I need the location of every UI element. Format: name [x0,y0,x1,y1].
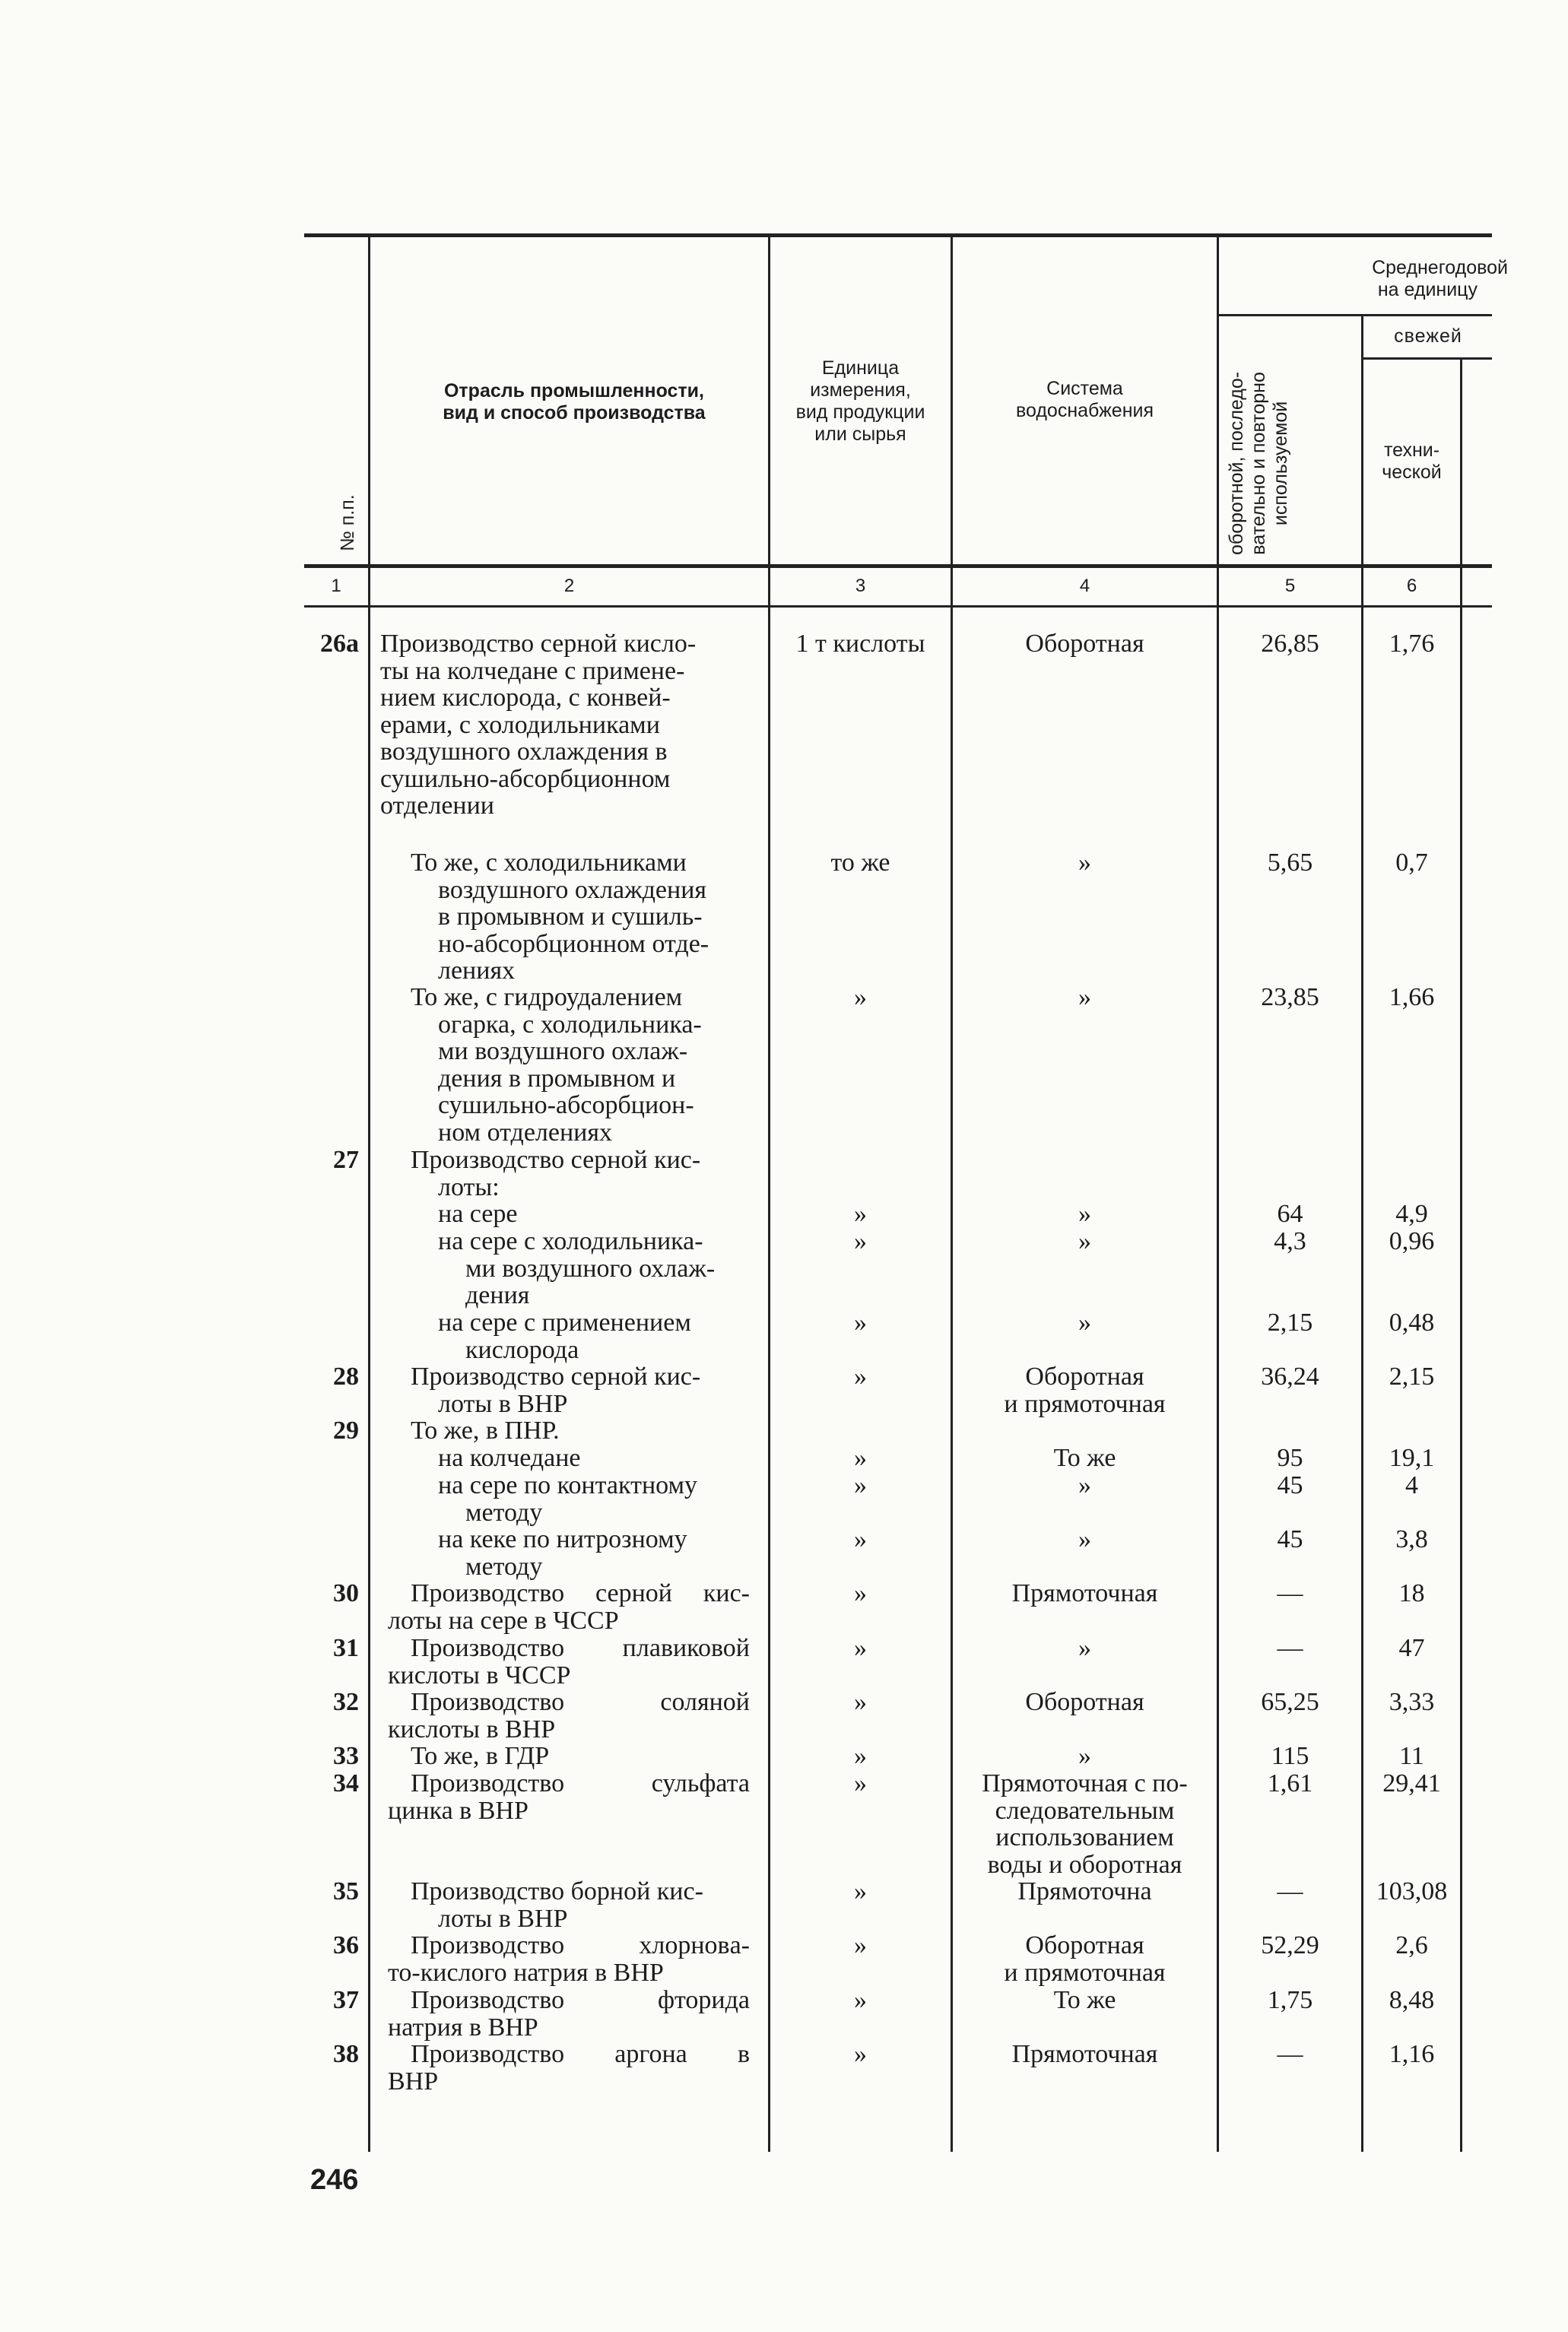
industry-line: ты на колчедане с примене- [380,656,685,685]
system-line: » [1078,849,1091,877]
industry-cell [388,1579,750,1635]
row-number: 38 [333,2040,359,2068]
system-line: и прямоточная [1004,1389,1166,1418]
colnum-4: 4 [1079,576,1090,596]
colnum-5: 5 [1284,576,1296,596]
industry-line: ми воздушного охлаж- [438,1037,688,1065]
header-industry: Отрасль промышленности, вид и способ производства [443,380,706,424]
system-line: Оборотная [1025,1363,1144,1391]
industry-line: Производство сульфата [411,1769,750,1797]
system-line: » [1078,1525,1091,1553]
industry-cell [411,1363,750,1417]
colnum-2: 2 [563,576,575,596]
system-cell [953,1743,1217,1770]
recycled-value: 26,85 [1261,630,1319,658]
system-line: использованием [995,1823,1174,1851]
industry-line: Производство плавиковой [411,1634,750,1662]
industry-line: на сере с применением [438,1309,691,1337]
colnum-1: 1 [331,576,341,596]
industry-cell [438,1445,750,1472]
unit-cell: то же [830,849,890,877]
col-divider-1 [368,236,370,2152]
technical-value: 29,41 [1382,1769,1441,1797]
technical-value: 1,66 [1389,983,1435,1011]
system-cell [953,1472,1217,1499]
industry-cell [438,1472,750,1526]
unit-cell: » [854,983,867,1011]
recycled-value: 5,65 [1267,849,1313,877]
recycled-value: 4,3 [1274,1227,1306,1255]
row-number: 27 [333,1146,359,1174]
row-number: 33 [333,1742,359,1770]
recycled-value: 65,25 [1261,1688,1319,1716]
recycled-value: 115 [1271,1742,1309,1770]
industry-line: кислорода [465,1335,579,1364]
column-numbers-rule [304,605,1492,608]
page-number: 246 [310,2164,359,2196]
row-number: 35 [333,1877,359,1905]
industry-line: ВНР [388,2067,439,2096]
row-number: 28 [333,1363,359,1391]
system-line: » [1078,1227,1091,1255]
header-unit: Единица измерения, вид продукции или сырья [795,357,925,445]
industry-cell [411,849,750,985]
col-divider-6 [1460,357,1462,2152]
industry-line: дения в промывном и [438,1064,676,1093]
industry-cell [411,1417,750,1445]
system-cell [953,630,1217,658]
unit-cell: » [854,1634,867,1662]
system-cell [953,1689,1217,1716]
system-line: следовательным [995,1796,1175,1825]
system-line: То же [1053,1444,1116,1472]
industry-line: То же, в ГДР [411,1742,550,1770]
unit-cell: » [854,1769,867,1797]
row-number: 31 [333,1634,359,1662]
industry-cell [388,1688,750,1743]
fresh-sub-rule [1361,357,1492,360]
row-number: 37 [333,1986,359,2014]
industry-line: ерами, с холодильниками [380,710,660,739]
row-number: 26а [320,630,359,658]
industry-line: ном отделениях [438,1118,613,1147]
technical-value: 4,9 [1395,1200,1428,1228]
header-fresh: свежей [1394,325,1462,347]
technical-value: 0,48 [1389,1309,1435,1337]
unit-cell: » [854,1877,867,1905]
technical-value: 19,1 [1389,1444,1435,1472]
industry-line: Производство серной кис- [411,1146,701,1174]
recycled-value: 45 [1277,1525,1303,1553]
technical-value: 8,48 [1389,1986,1435,2014]
industry-line: на сере с холодильника- [438,1227,703,1255]
unit-cell: » [854,1471,867,1499]
industry-line: на кеке по нитрозному [438,1525,687,1553]
system-cell [953,1932,1217,1986]
system-line: Прямоточная [1011,1579,1158,1607]
header-technical: техни- ческой [1382,439,1442,483]
industry-line: нием кислорода, с конвей- [380,684,671,712]
col-divider-4 [1217,236,1219,2152]
technical-value: 18 [1398,1579,1425,1607]
technical-value: 103,08 [1376,1877,1448,1905]
technical-value: 2,6 [1395,1931,1428,1959]
industry-line: кислоты в ЧССР [388,1661,571,1690]
industry-cell [388,1986,750,2042]
industry-cell [411,1878,750,1932]
unit-cell: » [854,1742,867,1770]
industry-cell [380,630,750,820]
industry-line: лениях [438,957,516,985]
system-line: » [1078,1634,1091,1662]
recycled-value: 23,85 [1261,983,1319,1011]
industry-line: лоты: [438,1172,500,1201]
industry-line: Производство аргона в [411,2040,750,2068]
industry-line: То же, с гидроудалением [411,983,683,1011]
technical-value: 3,8 [1395,1525,1428,1553]
industry-cell [411,1743,750,1770]
unit-cell: » [854,1579,867,1607]
recycled-value: 2,15 [1267,1309,1313,1337]
recycled-value: 36,24 [1261,1363,1319,1391]
unit-cell: » [854,1525,867,1553]
industry-line: сушильно-абсорбционном [380,764,671,793]
industry-line: методу [465,1498,543,1527]
technical-value: 3,33 [1389,1688,1435,1716]
industry-line: в промывном и сушиль- [438,903,703,931]
unit-cell: » [854,1931,867,1959]
industry-line: натрия в ВНР [388,2013,538,2042]
row-number: 36 [333,1931,359,1959]
industry-line: Производство хлорновa- [411,1931,750,1959]
industry-cell [388,1931,750,1987]
recycled-value: — [1277,1579,1303,1607]
system-line: » [1078,1471,1091,1499]
industry-line: методу [465,1552,543,1581]
industry-line: Производство серной кис- [411,1363,701,1391]
unit-cell: » [854,2040,867,2068]
industry-cell [438,1526,750,1580]
industry-line: Производство серной кисло- [380,630,697,658]
industry-line: Производство соляной [411,1688,750,1716]
industry-cell [438,1228,750,1309]
technical-value: 4 [1405,1471,1418,1499]
industry-line: то-кислого натрия в ВНР [388,1958,664,1987]
technical-value: 0,7 [1395,849,1428,877]
recycled-value: 64 [1277,1200,1303,1228]
row-number: 30 [333,1579,359,1607]
unit-cell: » [854,1986,867,2014]
technical-value: 11 [1399,1742,1424,1770]
system-line: » [1078,983,1091,1011]
recycled-value: — [1277,1877,1303,1905]
system-cell [953,2041,1217,2068]
row-number: 34 [333,1769,359,1797]
system-line: Прямоточная с по- [982,1769,1188,1797]
industry-cell [411,1147,750,1201]
system-cell [953,1635,1217,1662]
system-cell [953,1526,1217,1553]
system-line: и прямоточная [1004,1958,1166,1987]
system-cell [953,984,1217,1011]
unit-cell: » [854,1688,867,1716]
industry-cell [388,2040,750,2096]
industry-line: но-абсорбционном отде- [438,929,709,958]
header-col-no: № п.п. [337,494,358,551]
recycled-value: 95 [1277,1444,1303,1472]
technical-value: 1,76 [1389,630,1435,658]
colnum-6: 6 [1406,576,1417,596]
unit-cell: » [854,1309,867,1337]
industry-line: отделении [380,792,494,820]
system-cell [953,1580,1217,1607]
row-number: 29 [333,1417,359,1445]
system-cell [953,1228,1217,1255]
row-number: 32 [333,1688,359,1716]
industry-line: Производство борной кис- [411,1877,703,1905]
table-top-rule [304,233,1492,237]
industry-cell [438,1201,750,1228]
system-cell [953,1445,1217,1472]
industry-line: на колчедане [438,1444,581,1472]
system-line: Оборотная [1025,1931,1144,1959]
industry-line: лоты в ВНР [438,1389,568,1418]
recycled-value: 52,29 [1261,1931,1319,1959]
technical-value: 0,96 [1389,1227,1435,1255]
system-line: Оборотная [1025,1688,1144,1716]
system-line: » [1078,1200,1091,1228]
col-divider-2 [768,236,770,2152]
recycled-value: — [1277,1634,1303,1662]
industry-line: воздушного охлаждения в [380,738,668,766]
unit-cell: » [854,1444,867,1472]
technical-value: 47 [1398,1634,1425,1662]
industry-line: ми воздушного охлаж- [465,1254,716,1283]
unit-cell: » [854,1227,867,1255]
technical-value: 2,15 [1389,1363,1435,1391]
industry-line: То же, с холодильниками [411,849,687,877]
recycled-value: 45 [1277,1471,1303,1499]
system-cell [953,1201,1217,1228]
industry-line: кислоты в ВНР [388,1715,556,1743]
system-cell [953,1878,1217,1905]
fresh-group-rule [1217,314,1492,316]
technical-value: 1,16 [1389,2040,1435,2068]
industry-cell [388,1634,750,1690]
recycled-value: 1,75 [1267,1986,1313,2014]
system-cell [953,1770,1217,1878]
recycled-value: — [1277,2040,1303,2068]
industry-line: Производство серной кис- [411,1579,750,1607]
system-line: Прямоточная [1011,2040,1158,2068]
industry-line: огарка, с холодильника- [438,1010,702,1039]
system-cell [953,1309,1217,1337]
system-line: Прямоточна [1017,1877,1152,1905]
industry-cell [411,984,750,1146]
colnum-3: 3 [855,576,866,596]
system-line: Оборотная [1025,630,1144,658]
system-line: воды и оборотная [987,1850,1182,1879]
industry-line: лоты в ВНР [438,1904,568,1933]
industry-line: на сере по контактному [438,1471,698,1499]
system-line: » [1078,1309,1091,1337]
header-system: Система водоснабжения [1015,378,1154,421]
unit-cell: » [854,1363,867,1391]
header-recycled: оборотной, последо- вательно и повторно используемой [1226,371,1291,555]
industry-cell [438,1309,750,1363]
system-cell [953,849,1217,877]
unit-cell: 1 т кислоты [795,630,925,658]
system-line: » [1078,1742,1091,1770]
header-bottom-rule [304,564,1492,568]
system-cell [953,1987,1217,2014]
industry-line: дения [465,1281,530,1309]
industry-line: сушильно-абсорбцион- [438,1091,694,1119]
industry-cell [388,1769,750,1825]
recycled-value: 1,61 [1267,1769,1313,1797]
industry-line: То же, в ПНР. [411,1417,560,1445]
unit-cell: » [854,1200,867,1228]
system-cell [953,1363,1217,1417]
industry-line: Производство фторида [411,1986,750,2014]
industry-line: цинка в ВНР [388,1796,528,1825]
industry-line: воздушного охлаждения [438,875,707,904]
industry-line: на сере [438,1200,518,1228]
system-line: То же [1053,1986,1116,2014]
industry-line: лоты на сере в ЧССР [388,1606,619,1635]
header-group-title: Среднегодовой на единицу [1372,257,1508,300]
